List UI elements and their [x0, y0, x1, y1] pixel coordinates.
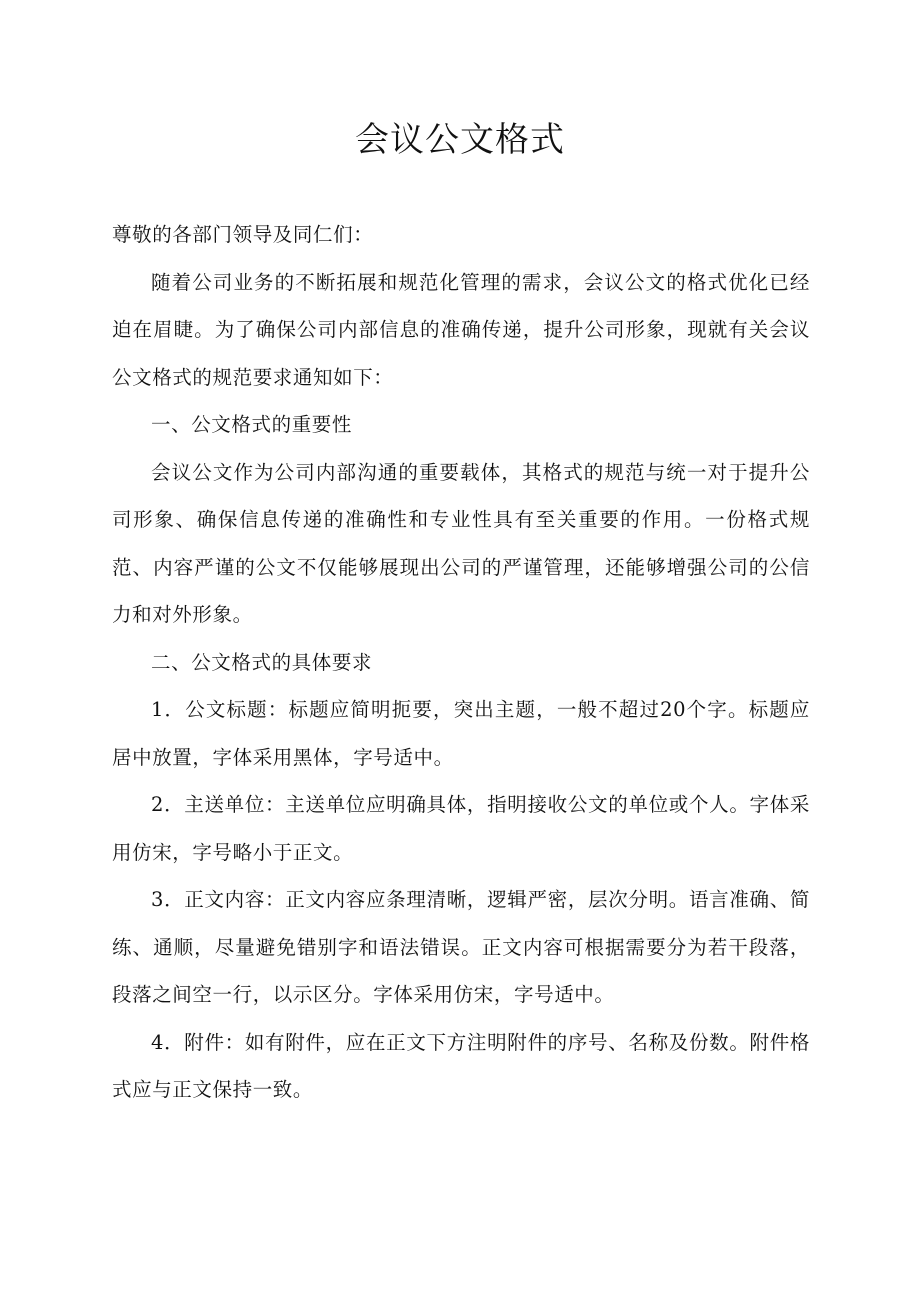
document-title: 会议公文格式	[355, 120, 565, 160]
document-body	[112, 211, 810, 1114]
greeting: 尊敬的各部门领导及同仁们：	[112, 223, 374, 246]
intro-paragraph: 随着公司业务的不断拓展和规范化管理的需求，会议公文的格式优化已经迫在眉睫。为了确保公司内部信息的准确传递，提升公司形象，现就有关会议公文格式的规范要求通知如下：	[112, 270, 810, 389]
requirement-item-attachment: 4．附件：如有附件，应在正文下方注明附件的序号、名称及份数。附件格式应与正文保持一致。	[112, 1030, 810, 1101]
section-body-importance: 会议公文作为公司内部沟通的重要载体，其格式的规范与统一对于提升公司形象、确保信息传递的准确性和专业性具有至关重要的作用。一份格式规范、内容严谨的公文不仅能够展现出公司的严谨管理，还能够增强公司的公信力和对外形象。	[112, 460, 810, 626]
requirement-item-title: 1．公文标题：标题应简明扼要，突出主题，一般不超过20个字。标题应居中放置，字体采用黑体，字号适中。	[112, 698, 810, 769]
section-heading-importance: 一、公文格式的重要性	[151, 413, 353, 436]
section-heading-requirements: 二、公文格式的具体要求	[151, 650, 373, 674]
requirement-item-recipient: 2．主送单位：主送单位应明确具体，指明接收公文的单位或个人。字体采用仿宋，字号略小于正文。	[112, 793, 810, 864]
requirement-item-body: 3．正文内容：正文内容应条理清晰，逻辑严密，层次分明。语言准确、简练、通顺，尽量避免错别字和语法错误。正文内容可根据需要分为若干段落，段落之间空一行，以示区分。字体采用仿宋，字号适中。	[112, 888, 810, 1006]
